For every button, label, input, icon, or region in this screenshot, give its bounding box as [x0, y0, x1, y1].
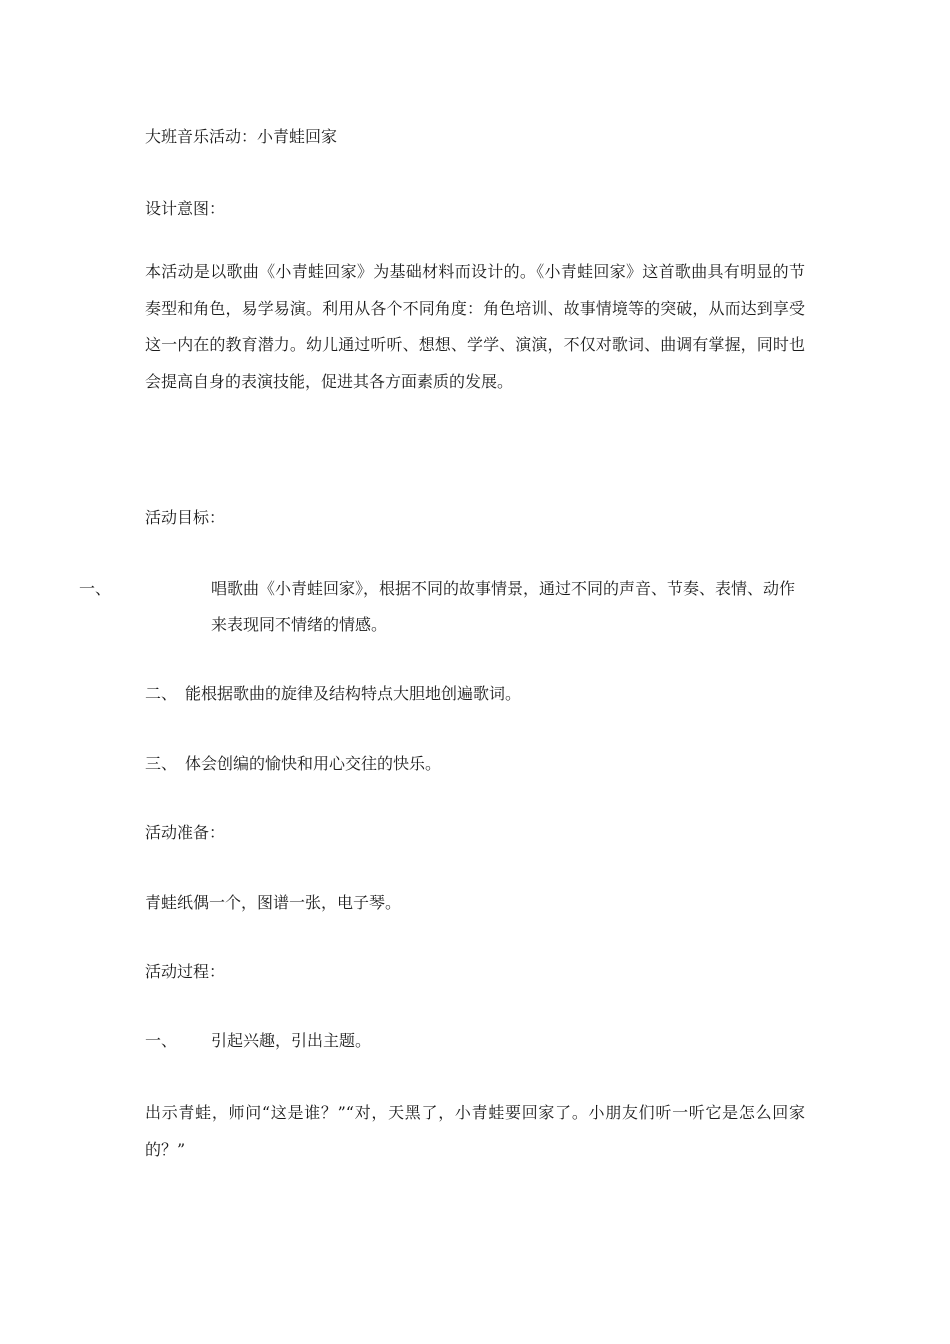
design-intent-heading: 设计意图： — [145, 199, 226, 218]
goal-text: 唱歌曲《小青蛙回家》，根据不同的故事情景，通过不同的声音、节奏、表情、动作来表现同不情绪的情感。 — [211, 579, 796, 634]
goal-item-2 — [145, 684, 521, 704]
goal-item-3 — [145, 754, 441, 774]
goal-number: 三、 — [145, 754, 178, 773]
process-heading: 活动过程： — [145, 962, 226, 981]
step-number: 一、 — [145, 1031, 178, 1050]
goal-number: 二、 — [145, 684, 178, 703]
goals-heading: 活动目标： — [145, 508, 226, 527]
design-intent-paragraph: 本活动是以歌曲《小青蛙回家》为基础材料而设计的。《小青蛙回家》这首歌曲具有明显的节奏型和角色，易学易演。利用从各个不同角度：角色培训、故事情境等的突破，从而达到享受这一内在的教育潜力。幼儿通过听听、想想、学学、演演，不仅对歌词、曲调有掌握，同时也会提高自身的表演技能，促进其各方面素质的发展。 — [145, 262, 805, 391]
document-title: 大班音乐活动：小青蛙回家 — [145, 127, 338, 146]
goal-text: 体会创编的愉快和用心交往的快乐。 — [185, 754, 442, 773]
step-text: 引起兴趣，引出主题。 — [211, 1031, 372, 1050]
goal-item-1 — [79, 571, 805, 643]
preparation-text: 青蛙纸偶一个，图谱一张，电子琴。 — [145, 893, 402, 912]
process-step-1 — [145, 1031, 371, 1051]
process-paragraph: 出示青蛙，师问“这是谁？”“对，天黑了，小青蛙要回家了。小朋友们听一听它是怎么回家的？” — [145, 1103, 805, 1159]
goal-number: 一、 — [79, 579, 112, 598]
goal-text: 能根据歌曲的旋律及结构特点大胆地创遍歌词。 — [185, 684, 522, 703]
preparation-heading: 活动准备： — [145, 823, 226, 842]
